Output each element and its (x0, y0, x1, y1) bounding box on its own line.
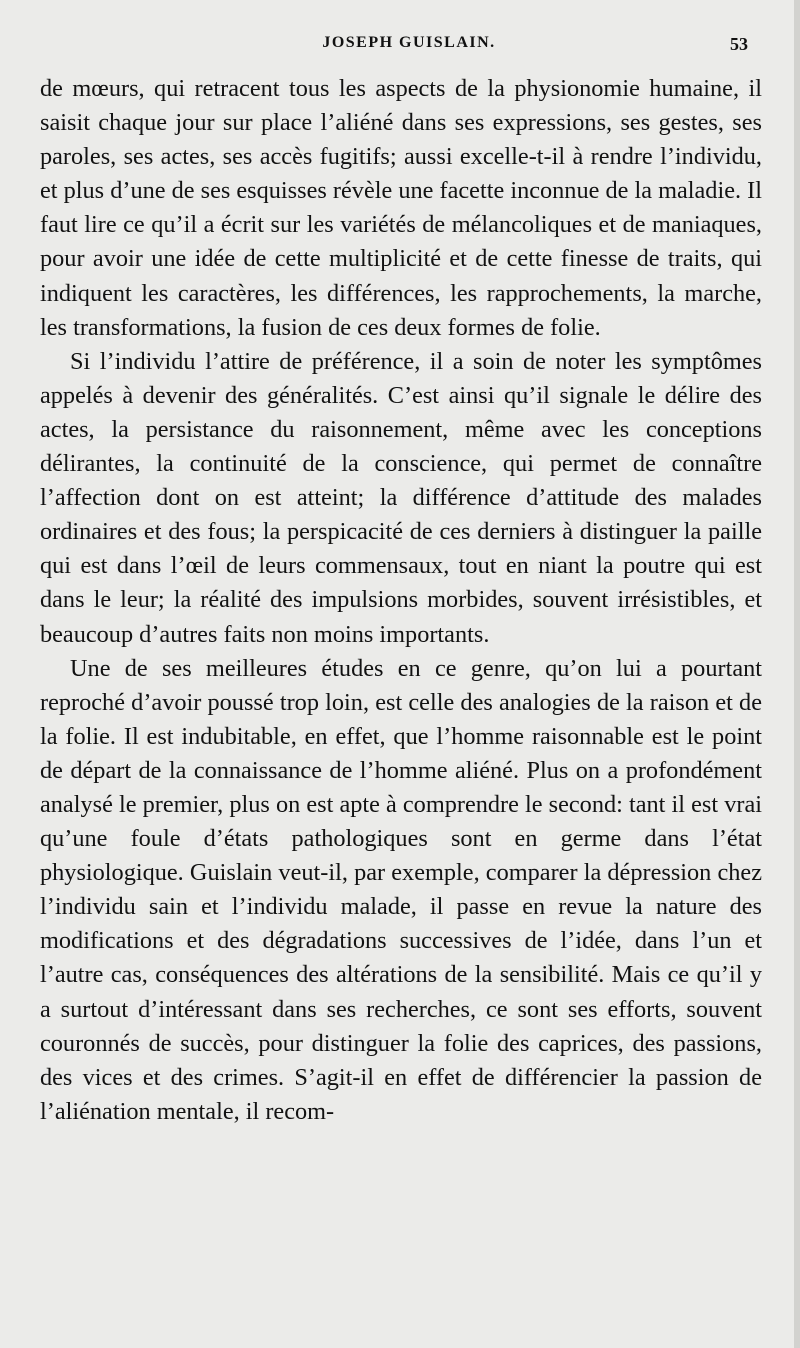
page-header (40, 34, 748, 58)
paragraph-1: de mœurs, qui retracent tous les aspects de la physionomie humaine, il saisit chaque jour sur place l’aliéné dans ses expressions, ses gestes, ses paroles, ses actes, ses accès fugitifs; aussi excelle-t-il à rendre l’individu, et plus d’une de ses esquisses révèle une facette inconnue de la maladie. Il faut lire ce qu’il a écrit sur les variétés de mélancoliques et de maniaques, pour avoir une idée de cette multiplicité et de cette finesse de traits, qui indiquent les caractères, les différences, les rapprochements, la marche, les transformations, la fusion de ces deux formes de folie. (40, 75, 762, 341)
paragraph-3: Une de ses meilleures études en ce genre, qu’on lui a pourtant reproché d’avoir poussé trop loin, est celle des analogies de la raison et de la folie. Il est indubitable, en effet, que l’homme raisonnable est le point de départ de la connaissance de l’homme aliéné. Plus on a profondément analysé le premier, plus on est apte à comprendre le second: tant il est vrai qu’une foule d’états pathologiques sont en germe dans l’état physiologique. Guislain veut-il, par exemple, comparer la dépression chez l’individu sain et l’individu malade, il passe en revue la nature des modifications et des dégradations successives de l’idée, dans l’un et l’autre cas, conséquences des altérations de la sensibilité. Mais ce qu’il y a surtout d’intéressant dans ses recherches, ce sont ses efforts, souvent couronnés de succès, pour distinguer la folie des caprices, des passions, des vices et des crimes. S’agit-il en effet de différencier la passion de l’aliénation mentale, il recom- (40, 654, 762, 1125)
running-title: JOSEPH GUISLAIN. (322, 34, 496, 51)
body-text (40, 72, 762, 1129)
page-number: 53 (730, 34, 748, 54)
paragraph-2: Si l’individu l’attire de préférence, il a soin de noter les symptômes appelés à devenir des généralités. C’est ainsi qu’il signale le délire des actes, la persistance du raisonnement, même avec les conceptions délirantes, la continuité de la conscience, qui permet de connaître l’affection dont on est atteint; la différence d’attitude des malades ordinaires et des fous; la perspicacité de ces derniers à distinguer la paille qui est dans l’œil de leurs commensaux, tout en niant la poutre qui est dans le leur; la réalité des impulsions morbides, souvent irrésistibles, et beaucoup d’autres faits non moins importants. (40, 347, 762, 648)
